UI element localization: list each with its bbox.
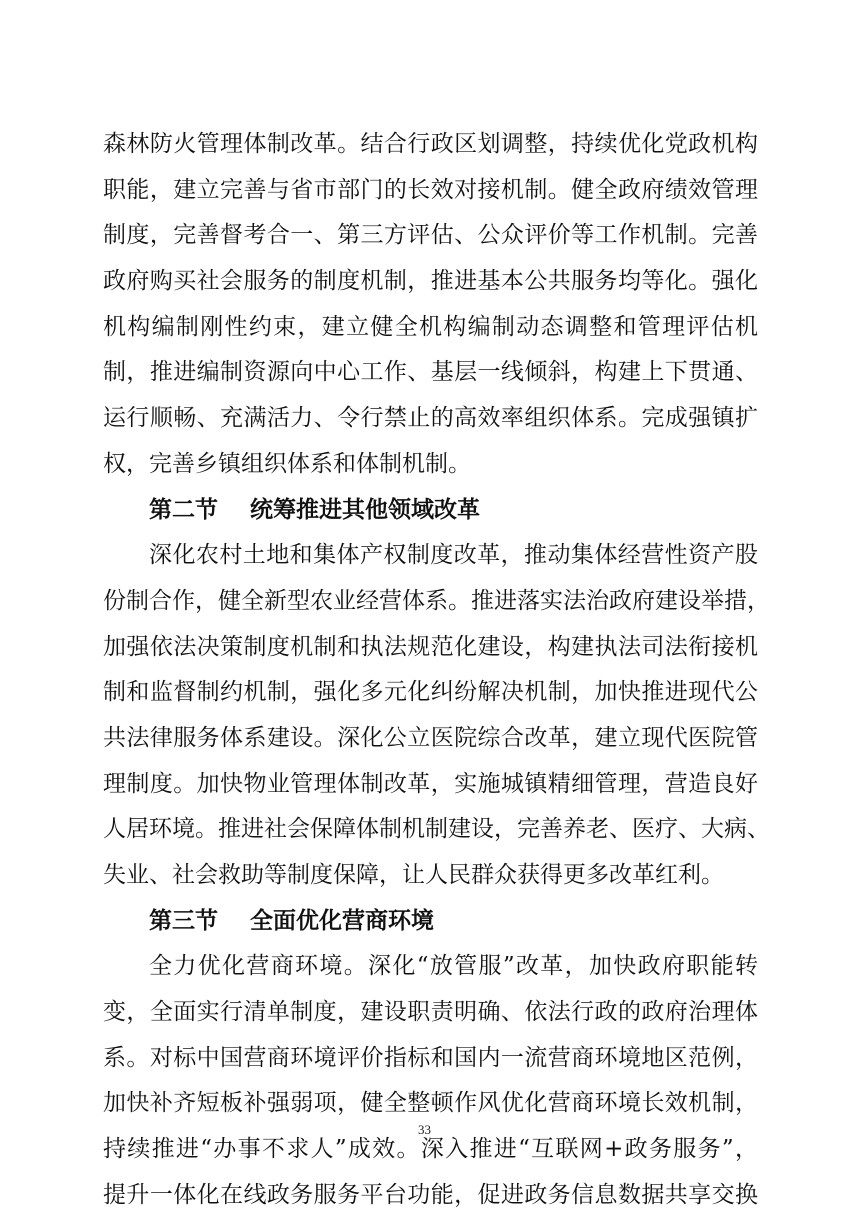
text-line: 份制合作，健全新型农业经营体系。推进落实法治政府建设举措， (103, 587, 770, 614)
text-line: 系。对标中国营商环境评价指标和国内一流营商环境地区范例， (103, 1044, 758, 1071)
text-line: 职能，建立完善与省市部门的长效对接机制。健全政府绩效管理 (103, 176, 758, 203)
text-line: 制，推进编制资源向中心工作、基层一线倾斜，构建上下贯通、 (103, 359, 758, 386)
section-number: 第二节 (149, 496, 218, 523)
section-heading (103, 488, 758, 534)
section-heading (103, 899, 758, 945)
text-line: 持续推进“办事不求人”成效。深入推进“互联网+政务服务”， (103, 1136, 758, 1163)
text-line: 政府购买社会服务的制度机制，推进基本公共服务均等化。强化 (103, 268, 758, 295)
text-line: 提升一体化在线政务服务平台功能，促进政务信息数据共享交换 (103, 1181, 758, 1208)
section-number: 第三节 (149, 907, 218, 934)
text-line: 制度，完善督考合一、第三方评估、公众评价等工作机制。完善 (103, 222, 758, 249)
text-line: 机构编制刚性约束，建立健全机构编制动态调整和管理评估机 (103, 313, 758, 340)
text-line: 深化农村土地和集体产权制度改革，推动集体经营性资产股 (149, 542, 758, 569)
section-title: 全面优化营商环境 (250, 907, 434, 934)
text-line: 制和监督制约机制，强化多元化纠纷解决机制，加快推进现代公 (103, 679, 758, 706)
text-line: 权，完善乡镇组织体系和体制机制。 (103, 450, 471, 477)
text-line: 变，全面实行清单制度，建设职责明确、依法行政的政府治理体 (103, 999, 758, 1026)
text-line: 理制度。加快物业管理体制改革，实施城镇精细管理，营造良好 (103, 770, 758, 797)
text-line: 失业、社会救助等制度保障，让人民群众获得更多改革红利。 (103, 862, 724, 888)
text-line: 森林防火管理体制改革。结合行政区划调整，持续优化党政机构 (103, 131, 758, 157)
section-title: 统筹推进其他领域改革 (250, 496, 480, 523)
text-line: 全力优化营商环境。深化“放管服”改革，加快政府职能转 (149, 953, 758, 980)
page-number: 33 (418, 1122, 431, 1137)
text-line: 加快补齐短板补强弱项，健全整顿作风优化营商环境长效机制， (103, 1090, 758, 1117)
text-line: 加强依法决策制度机制和执法规范化建设，构建执法司法衔接机 (103, 633, 758, 660)
text-line: 人居环境。推进社会保障体制机制建设，完善养老、医疗、大病、 (103, 816, 770, 843)
text-line: 共法律服务体系建设。深化公立医院综合改革，建立现代医院管 (103, 724, 758, 751)
body-text (103, 122, 770, 1219)
text-line: 运行顺畅、充满活力、令行禁止的高效率组织体系。完成强镇扩 (103, 405, 758, 432)
